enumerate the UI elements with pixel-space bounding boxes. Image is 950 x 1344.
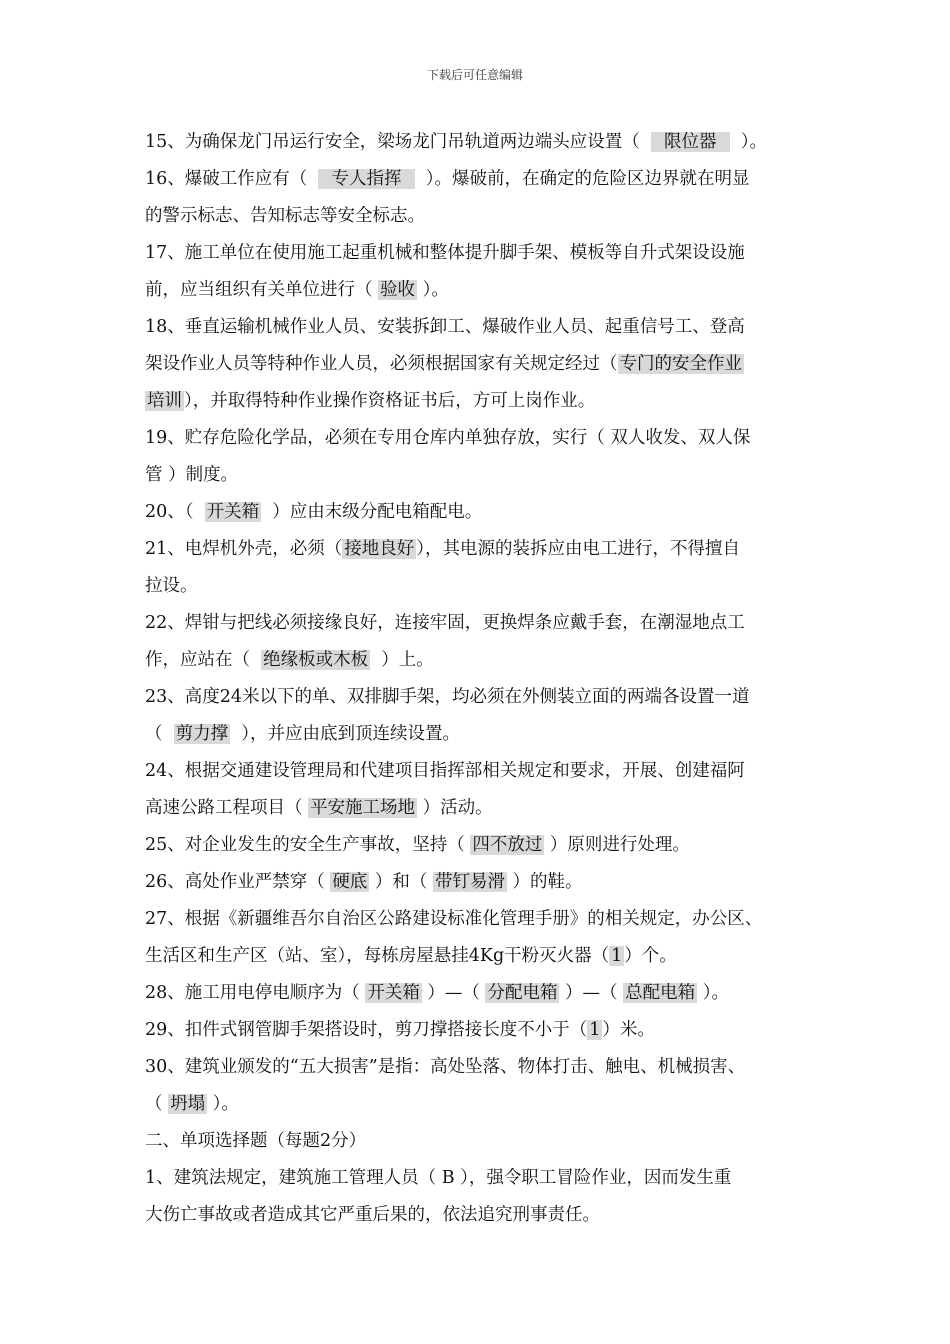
question-text: 30、建筑业颁发的“五大损害”是指：高处坠落、物体打击、触电、机械损害、 (145, 1057, 746, 1077)
text-line (145, 420, 815, 457)
question-text: 的警示标志、告知标志等安全标志。 (145, 206, 425, 226)
question-text: 25、对企业发生的安全生产事故，坚持（ (145, 835, 471, 855)
text-line (145, 235, 815, 272)
question-text: ）米。 (602, 1020, 655, 1040)
question-text: 作，应站在（ (145, 650, 262, 670)
answer-highlight: 培训 (147, 391, 182, 411)
answer-highlight: 限位器 (652, 132, 728, 152)
question-text: ），并取得特种作业操作资格证书后，方可上岗作业。 (184, 391, 596, 411)
question-text: 生活区和生产区（站、室），每栋房屋悬挂4Kg干粉灭火器（ (145, 946, 610, 966)
text-line (145, 1197, 815, 1234)
text-line (145, 605, 815, 642)
question-text: ）。爆破前，在确定的危险区边界就在明显 (414, 169, 750, 189)
text-line (145, 864, 815, 901)
answer-highlight: 总配电箱 (625, 983, 696, 1003)
question-text: ）的鞋。 (506, 872, 583, 892)
answer-highlight: 四不放过 (472, 835, 543, 855)
question-text: 29、扣件式钢管脚手架搭设时，剪刀撑搭接长度不小于（ (145, 1020, 588, 1040)
answer-highlight: 1 (611, 946, 623, 966)
question-text: ）应由末级分配电箱配电。 (261, 502, 483, 522)
page-header: 下载后可任意编辑 (426, 68, 523, 82)
answer-highlight: 验收 (380, 280, 416, 300)
question-text: 26、高处作业严禁穿（ (145, 872, 331, 892)
answer-highlight: 坍塌 (170, 1094, 206, 1114)
question-text: ）个。 (624, 946, 677, 966)
text-line (145, 827, 815, 864)
text-line (145, 716, 815, 753)
question-text: 前，应当组织有关单位进行（ (145, 280, 379, 300)
text-line (145, 531, 815, 568)
question-text: ），并应由底到顶连续设置。 (230, 724, 461, 744)
question-text: 二、单项选择题（每题2分） (145, 1131, 367, 1151)
text-line (145, 1049, 815, 1086)
answer-highlight: 剪力撑 (175, 724, 229, 744)
question-text: ）活动。 (417, 798, 493, 818)
text-line (145, 272, 815, 309)
text-line (145, 198, 815, 235)
answer-highlight: 1 (589, 1020, 601, 1040)
question-text: 18、垂直运输机械作业人员、安装拆卸工、爆破作业人员、起重信号工、登高 (145, 317, 745, 337)
text-line (145, 124, 815, 161)
question-text: 16、爆破工作应有（ (145, 169, 319, 189)
answer-highlight: 带钉易滑 (434, 872, 505, 892)
question-text: 架设作业人员等特种作业人员，必须根据国家有关规定经过（ (145, 354, 618, 374)
question-text: 大伤亡事故或者造成其它严重后果的，依法追究刑事责任。 (145, 1205, 600, 1225)
question-text: ）上。 (370, 650, 434, 670)
question-text: 1、建筑法规定，建筑施工管理人员（ B ），强令职工冒险作业，因而发生重 (145, 1168, 732, 1188)
text-line (145, 1123, 815, 1160)
question-text: ）。 (417, 280, 449, 300)
text-line (145, 383, 815, 420)
text-line (145, 346, 815, 383)
answer-highlight: 绝缘板或木板 (263, 650, 369, 670)
document-body (145, 124, 815, 1234)
text-line (145, 568, 815, 605)
question-text: ），其电源的装拆应由电工进行，不得擅自 (416, 539, 741, 559)
question-text: （ (145, 724, 174, 744)
text-line (145, 457, 815, 494)
text-line (145, 309, 815, 346)
text-line (145, 1160, 815, 1197)
text-line (145, 901, 815, 938)
answer-highlight: 硬底 (332, 872, 368, 892)
question-text: （ (145, 1094, 169, 1114)
question-text: 19、贮存危险化学品，必须在专用仓库内单独存放，实行（ 双人收发、双人保 (145, 428, 751, 448)
text-line (145, 790, 815, 827)
text-line (145, 494, 815, 531)
answer-highlight: 分配电箱 (487, 983, 558, 1003)
answer-highlight: 开关箱 (367, 983, 420, 1003)
question-text: 17、施工单位在使用施工起重机械和整体提升脚手架、模板等自升式架设设施 (145, 243, 745, 263)
question-text: ）原则进行处理。 (544, 835, 690, 855)
question-text: ）。 (207, 1094, 239, 1114)
text-line (145, 753, 815, 790)
answer-highlight: 平安施工场地 (310, 798, 416, 818)
question-text: 24、根据交通建设管理局和代建项目指挥部相关规定和要求，开展、创建福阿 (145, 761, 745, 781)
text-line (145, 1086, 815, 1123)
question-text: ）。 (729, 132, 768, 152)
question-text: ）和（ (369, 872, 433, 892)
question-text: 22、焊钳与把线必须接缘良好，连接牢固，更换焊条应戴手套，在潮湿地点工 (145, 613, 745, 633)
question-text: 拉设。 (145, 576, 198, 596)
text-line (145, 161, 815, 198)
text-line (145, 975, 815, 1012)
text-line (145, 679, 815, 716)
question-text: 15、为确保龙门吊运行安全，梁场龙门吊轨道两边端头应设置（ (145, 132, 651, 152)
answer-highlight: 接地良好 (344, 539, 415, 559)
question-text: 28、施工用电停电顺序为（ (145, 983, 366, 1003)
answer-highlight: 专人指挥 (320, 169, 413, 189)
question-text: ）。 (697, 983, 729, 1003)
answer-highlight: 开关箱 (206, 502, 260, 522)
text-line (145, 938, 815, 975)
question-text: 高速公路工程项目（ (145, 798, 309, 818)
question-text: ）—（ (559, 983, 624, 1003)
question-text: 管 ）制度。 (145, 465, 239, 485)
answer-highlight: 专门的安全作业 (619, 354, 742, 374)
text-line (145, 642, 815, 679)
question-text: 27、根据《新疆维吾尔自治区公路建设标准化管理手册》的相关规定，办公区、 (145, 909, 763, 929)
text-line (145, 1012, 815, 1049)
question-text: 21、电焊机外壳，必须（ (145, 539, 343, 559)
question-text: 20、（ (145, 502, 205, 522)
question-text: 23、高度24米以下的单、双排脚手架，均必须在外侧装立面的两端各设置一道 (145, 687, 750, 707)
question-text: ）—（ (421, 983, 486, 1003)
